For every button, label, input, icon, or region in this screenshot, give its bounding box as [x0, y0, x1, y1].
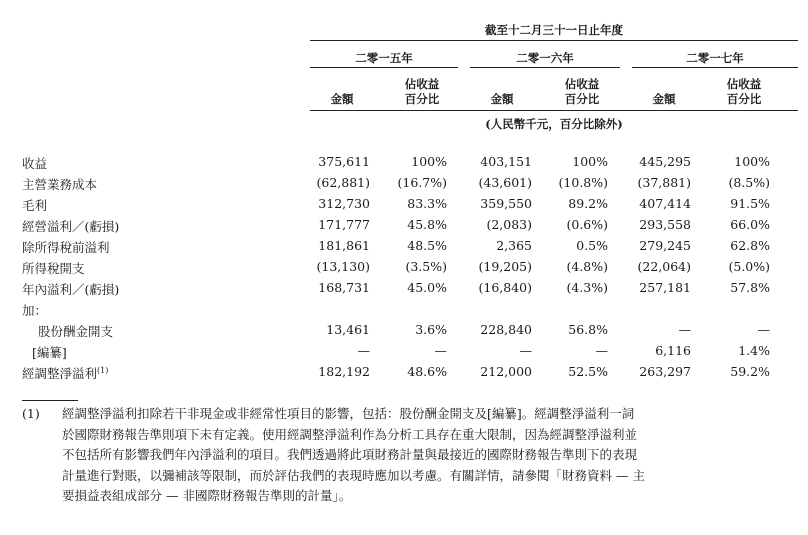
cell-amount-2016: 403,151: [480, 154, 532, 169]
row-label-text: 所得稅開支: [22, 261, 85, 276]
cell-amount-2016: 359,550: [480, 196, 532, 211]
period-header: 截至十二月三十一日止年度: [485, 23, 623, 37]
row-label-text: 經調整淨溢利: [22, 366, 98, 381]
row-label-text: 收益: [22, 156, 48, 171]
row-label: [38, 322, 113, 340]
cell-pct-2017: 59.2%: [730, 364, 770, 379]
cell-amount-2017: 6,116: [655, 343, 691, 358]
cell-pct-2016: (10.8%): [558, 175, 608, 190]
cell-amount-2015: 168,731: [318, 280, 370, 295]
cell-pct-2016: —: [595, 343, 608, 358]
cell-pct-2015: 83.3%: [407, 196, 447, 211]
cell-pct-2015: 100%: [411, 154, 447, 169]
cell-pct-2016: 100%: [572, 154, 608, 169]
footnote-rule: [22, 400, 78, 401]
cell-pct-2015: (3.5%): [405, 259, 447, 274]
cell-amount-2016: (43,601): [478, 175, 532, 190]
footnote-marker: (1): [22, 406, 40, 421]
cell-pct-2016: (4.3%): [566, 280, 608, 295]
cell-amount-2015: 181,861: [318, 238, 370, 253]
row-label-text: 年內溢利／(虧損): [22, 282, 120, 297]
cell-amount-2016: (2,083): [486, 217, 532, 232]
cell-pct-2015: 3.6%: [415, 322, 447, 337]
footnote-ref: (1): [97, 365, 109, 375]
cell-amount-2017: (22,064): [637, 259, 691, 274]
row-label: [22, 280, 119, 298]
cell-pct-2017: 62.8%: [730, 238, 770, 253]
cell-amount-2015: —: [357, 343, 370, 358]
cell-amount-2016: —: [519, 343, 532, 358]
cell-amount-2016: (19,205): [478, 259, 532, 274]
amount-header-2017: 金額: [652, 92, 676, 106]
cell-amount-2016: 228,840: [480, 322, 532, 337]
cell-pct-2017: 91.5%: [730, 196, 770, 211]
footnote-line-3: 不包括所有影響我們年內淨溢利的項目。我們透過將此項財務計量與最接近的國際財務報告準則下的表現: [62, 447, 638, 462]
row-label-text: 經營溢利／(虧損): [22, 219, 120, 234]
cell-amount-2015: 13,461: [326, 322, 370, 337]
cell-pct-2017: —: [757, 322, 770, 337]
amount-header-2015: 金額: [330, 92, 354, 106]
cell-amount-2017: 445,295: [639, 154, 691, 169]
year-rule-2015: [310, 67, 458, 68]
cell-amount-2017: 293,558: [639, 217, 691, 232]
cell-pct-2015: 48.6%: [407, 364, 447, 379]
row-label: [22, 217, 119, 235]
pct-header-2015-line1: 佔收益: [404, 77, 440, 91]
cell-pct-2015: (16.7%): [397, 175, 447, 190]
pct-header-2016-line2: 百分比: [564, 92, 600, 106]
cell-pct-2017: (5.0%): [728, 259, 770, 274]
cell-amount-2017: 279,245: [639, 238, 691, 253]
cell-amount-2015: 182,192: [318, 364, 370, 379]
row-label: [22, 259, 85, 277]
cell-pct-2016: (0.6%): [566, 217, 608, 232]
row-label: [22, 301, 47, 319]
cell-amount-2015: (62,881): [316, 175, 370, 190]
cell-pct-2015: 45.8%: [407, 217, 447, 232]
period-rule: [310, 40, 798, 41]
row-label-text: 加：: [22, 303, 48, 318]
row-label: [32, 343, 67, 361]
pct-header-2017-line2: 百分比: [726, 92, 762, 106]
cell-amount-2017: (37,881): [637, 175, 691, 190]
cell-pct-2016: 52.5%: [568, 364, 608, 379]
row-label: [22, 196, 47, 214]
row-label: [22, 154, 47, 172]
row-label: [22, 364, 108, 382]
amount-header-2016: 金額: [490, 92, 514, 106]
row-label-text: 主營業務成本: [22, 177, 98, 192]
row-label-text: 股份酬金開支: [38, 324, 114, 339]
cell-amount-2015: 312,730: [318, 196, 370, 211]
unit-note: (人民幣千元，百分比除外): [485, 117, 623, 131]
row-label: [22, 238, 110, 256]
pct-header-2017-line1: 佔收益: [726, 77, 762, 91]
cell-pct-2015: 45.0%: [407, 280, 447, 295]
footnote-line-4: 計量進行對賬，以彌補該等限制，而於評估我們的表現時應加以考慮。有關詳情，請參閱「財務資料 — 主: [62, 467, 645, 483]
row-label-text: 除所得稅前溢利: [22, 240, 110, 255]
cell-amount-2015: 171,777: [318, 217, 370, 232]
cell-amount-2015: (13,130): [316, 259, 370, 274]
cell-amount-2017: 257,181: [639, 280, 691, 295]
year-header-2015: 二零一五年: [355, 51, 413, 65]
cell-pct-2015: 48.5%: [407, 238, 447, 253]
row-label-text: 毛利: [22, 198, 48, 213]
cell-pct-2017: 66.0%: [730, 217, 770, 232]
cell-amount-2017: 263,297: [639, 364, 691, 379]
cell-amount-2017: 407,414: [639, 196, 691, 211]
year-header-2017: 二零一七年: [686, 51, 744, 65]
cell-amount-2016: 2,365: [496, 238, 532, 253]
cell-pct-2016: (4.8%): [566, 259, 608, 274]
cell-amount-2017: —: [678, 322, 691, 337]
cell-pct-2016: 89.2%: [568, 196, 608, 211]
cell-pct-2016: 56.8%: [568, 322, 608, 337]
pct-header-2015-line2: 百分比: [404, 92, 440, 106]
cell-amount-2015: 375,611: [318, 154, 370, 169]
cell-pct-2017: 1.4%: [738, 343, 770, 358]
cell-amount-2016: 212,000: [480, 364, 532, 379]
footnote-line-1: 經調整淨溢利扣除若干非現金或非經常性項目的影響，包括：股份酬金開支及[編纂]。經調整淨溢利一詞: [62, 406, 635, 421]
footnote-line-2: 於國際財務報告準則項下未有定義。使用經調整淨溢利作為分析工具存在重大限制，因為經調整淨溢利並: [62, 426, 638, 442]
cell-amount-2016: (16,840): [478, 280, 532, 295]
row-label-text: [編纂]: [32, 345, 67, 360]
year-header-2016: 二零一六年: [516, 51, 574, 65]
row-label: [22, 175, 97, 193]
year-rule-2017: [632, 67, 798, 68]
cell-pct-2017: 57.8%: [730, 280, 770, 295]
year-rule-2016: [470, 67, 620, 68]
cell-pct-2017: 100%: [734, 154, 770, 169]
footnote-line-5: 要損益表組成部分 — 非國際財務報告準則的計量」。: [62, 488, 352, 503]
cell-pct-2016: 0.5%: [576, 238, 608, 253]
cell-pct-2017: (8.5%): [728, 175, 770, 190]
pct-header-2016-line1: 佔收益: [564, 77, 600, 91]
subheader-rule: [310, 110, 798, 111]
cell-pct-2015: —: [434, 343, 447, 358]
